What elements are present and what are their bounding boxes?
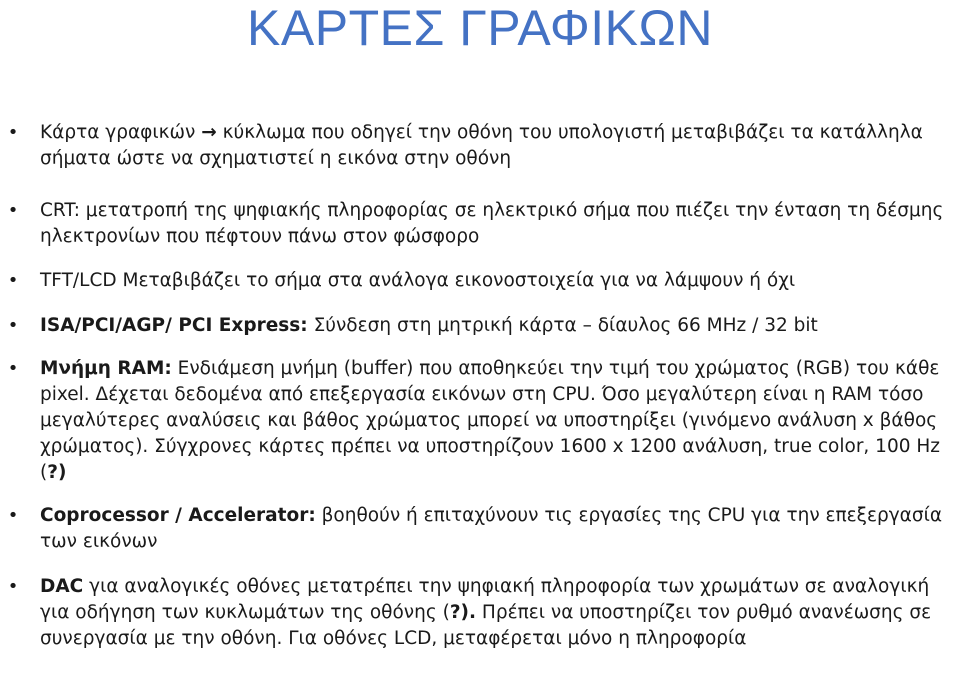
arrow-icon: → (201, 122, 217, 143)
bullet-item-tft-lcd (7, 268, 952, 294)
bullet-text: για αναλογικές οθόνες μετατρέπει την ψηφιακή πληροφορία των χρωμάτων σε αναλογική για οδήγηση των κυκλωμάτων της οθόνης ( (40, 576, 930, 623)
bullet-icon: • (7, 576, 19, 597)
bullet-text: CRT: μετατροπή της ψηφιακής πληροφορίας σε ηλεκτρικό σήμα που πιέζει την ένταση τη δέσμης ηλεκτρονίων που πέφτουν πάνω στον φώσφορο (40, 200, 944, 247)
bullet-icon: • (7, 358, 19, 379)
bullet-text: Πρέπει να υποστηρίζει τον ρυθμό ανανέωσης σε συνεργασία με την οθόνη. Για οθόνες LCD, μεταφέρεται μόνο η πληροφορία (40, 602, 932, 649)
bullet-bold-label: Μνήμη RAM: (40, 358, 172, 379)
bullet-icon: • (7, 505, 19, 526)
bullet-item-dac (7, 574, 952, 652)
bullet-icon: • (7, 315, 19, 336)
bullet-text: Ενδιάμεση μνήμη (buffer) που αποθηκεύει την τιμή του χρώματος (RGB) του κάθε pixel. Δέχεται δεδομένα από επεξεργασία εικόνων στη CPU. Όσο μεγαλύτερη είναι η RAM τόσο μεγαλύτερες αναλύσεις και βάθος χρώματος μπορεί να υποστηρίξει (γινόμενο ανάλυση x βάθος χρώματος). Σύγχρονες κάρτες πρέπει να υποστηρίζουν 1600 x 1200 ανάλυση, true color, 100 Hz ( (40, 358, 940, 483)
bullet-text: TFT/LCD Μεταβιβάζει το σήμα στα ανάλογα εικονοστοιχεία για να λάμψουν ή όχι (40, 270, 796, 291)
bullet-text: βοηθούν ή επιταχύνουν τις εργασίες της CPU για την επεξεργασία των εικόνων (40, 505, 943, 552)
bullet-text: κύκλωμα που οδηγεί την οθόνη του υπολογιστή μεταβιβάζει τα κατάλληλα σήματα ώστε να σχηματιστεί η εικόνα στην οθόνη (40, 122, 923, 169)
bullet-bold-label: ISA/PCI/AGP/ PCI Express: (40, 315, 308, 336)
bullet-bold-tail: ?) (47, 462, 67, 483)
bullet-item-graphics-card (7, 120, 952, 172)
bullet-bold-mid: ?). (449, 602, 477, 623)
bullet-icon: • (7, 200, 19, 221)
bullet-bold-label: DAC (40, 576, 84, 597)
bullet-item-coprocessor (7, 503, 952, 555)
bullet-text: Κάρτα γραφικών (40, 122, 202, 143)
bullet-item-ram (7, 356, 952, 486)
bullet-icon: • (7, 270, 19, 291)
bullet-bold-label: Coprocessor / Accelerator: (40, 505, 316, 526)
bullet-text: Σύνδεση στη μητρική κάρτα – δίαυλος 66 MHz / 32 bit (307, 315, 818, 336)
bullet-item-crt (7, 198, 952, 250)
bullet-item-bus (7, 313, 952, 339)
bullet-icon: • (7, 122, 19, 143)
slide-title: ΚΑΡΤΕΣ ΓΡΑΦΙΚΩΝ (247, 0, 713, 56)
